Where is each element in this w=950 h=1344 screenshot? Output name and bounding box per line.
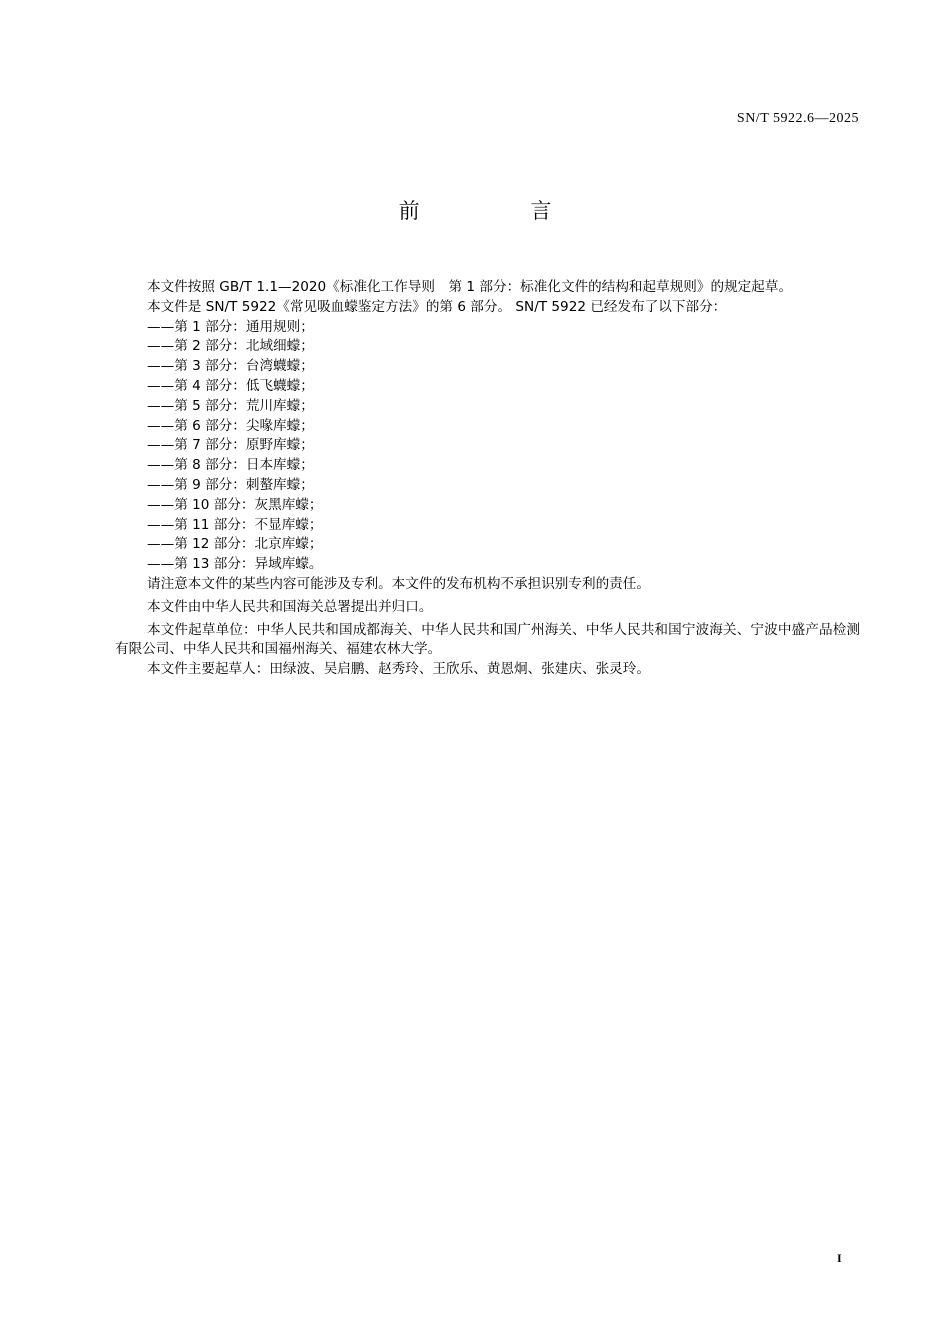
page-title: 前 言 — [398, 199, 604, 223]
drafting-units: 本文件起草单位：中华人民共和国成都海关、中华人民共和国广州海关、中华人民共和国宁波海关、宁波中盛产品检测有限公司、中华人民共和国福州海关、福建农林大学。 — [115, 621, 860, 658]
preface-body — [115, 278, 860, 680]
main-drafters: 本文件主要起草人：田绿波、吴启鹏、赵秀玲、王欣乐、黄恩炯、张建庆、张灵玲。 — [147, 661, 650, 678]
list-item: ——第 4 部分：低飞蠛蠓； — [147, 377, 314, 394]
parts-list — [115, 318, 860, 575]
proposer-statement: 本文件由中华人民共和国海关总署提出并归口。 — [147, 598, 433, 615]
list-item: ——第 12 部分：北京库蠓； — [147, 536, 323, 553]
list-item: ——第 1 部分：通用规则； — [147, 318, 314, 335]
drafting-rules-paragraph: 本文件按照 GB/T 1.1—2020《标准化工作导则 第 1 部分：标准化文件的结构和起草规则》的规定起草。 — [147, 279, 793, 295]
document-code: SN/T 5922.6—2025 — [736, 111, 859, 126]
list-item: ——第 5 部分：荒川库蠓； — [147, 397, 314, 414]
list-item: ——第 10 部分：灰黑库蠓； — [147, 496, 323, 513]
list-item: ——第 6 部分：尖喙库蠓； — [147, 417, 314, 434]
page-number: I — [837, 1251, 842, 1265]
list-item: ——第 9 部分：刺螯库蠓； — [147, 476, 314, 493]
list-item: ——第 3 部分：台湾蠛蠓； — [147, 358, 314, 375]
list-item: ——第 11 部分：不显库蠓； — [147, 516, 323, 533]
list-item: ——第 13 部分：异域库蠓。 — [147, 556, 323, 573]
series-paragraph: 本文件是 SN/T 5922《常见吸血蠓鉴定方法》的第 6 部分。 SN/T 5922 已经发布了以下部分： — [147, 298, 727, 315]
list-item: ——第 8 部分：日本库蠓； — [147, 457, 314, 474]
list-item: ——第 7 部分：原野库蠓； — [147, 437, 314, 454]
patent-notice: 请注意本文件的某些内容可能涉及专利。本文件的发布机构不承担识别专利的责任。 — [147, 575, 650, 592]
list-item: ——第 2 部分：北域细蠓； — [147, 338, 314, 355]
